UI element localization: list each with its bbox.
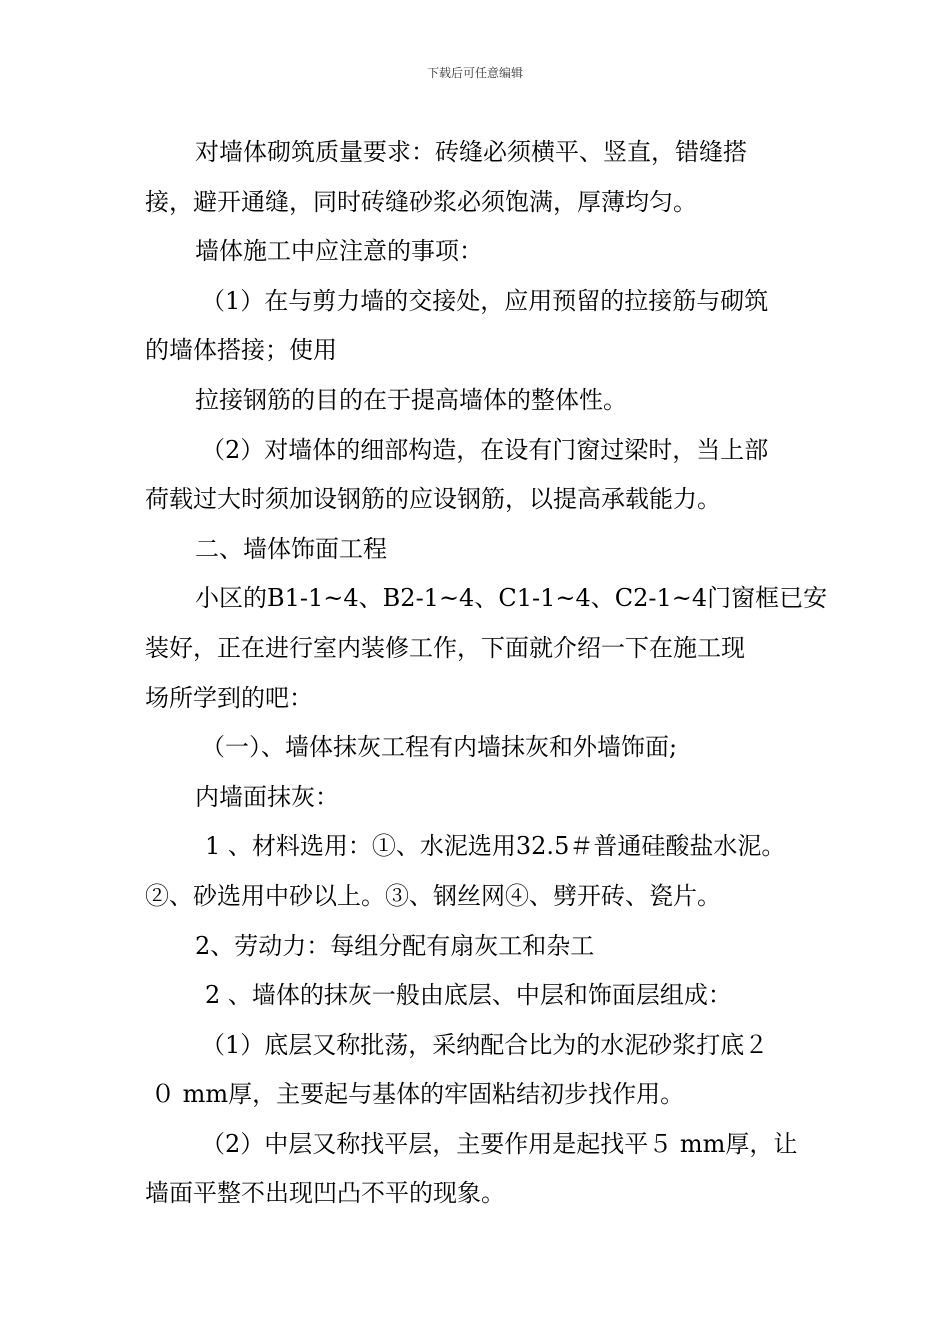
text-line: 拉接钢筋的目的在于提高墙体的整体性。	[195, 385, 627, 414]
text-line: （1）在与剪力墙的交接处，应用预留的拉接筋与砌筑	[201, 286, 769, 315]
text-line: （1）底层又称批荡，采纳配合比为的水泥砂浆打底２	[201, 1030, 769, 1059]
text-line: 荷载过大时须加设钢筋的应设钢筋，以提高承载能力。	[145, 485, 721, 514]
text-line: 2、劳动力：每组分配有扇灰工和杂工	[195, 931, 595, 960]
text-line: 装好，正在进行室内装修工作，下面就介绍一下在施工现	[145, 633, 745, 662]
text-line: 墙面平整不出现凹凸不平的现象。	[145, 1179, 505, 1208]
text-line: 小区的B1-1~4、B2-1~4、C1-1~4、C2-1~4门窗框已安	[195, 584, 828, 613]
text-line: 1 、材料选用：①、水泥选用32.5＃普通硅酸盐水泥。	[205, 832, 786, 861]
text-line: （2）对墙体的细部构造，在设有门窗过梁时，当上部	[201, 435, 769, 464]
text-line: ０ mm厚，主要起与基体的牢固粘结初步找作用。	[151, 1080, 685, 1109]
page-header: 下载后可任意编辑	[426, 66, 523, 80]
document-body	[145, 128, 828, 1219]
text-line: ②、砂选用中砂以上。③、钢丝网④、劈开砖、瓷片。	[145, 881, 721, 910]
text-line: （一）、墙体抹灰工程有内墙抹灰和外墙饰面;	[201, 733, 678, 762]
text-line: 接，避开通缝，同时砖缝砂浆必须饱满，厚薄均匀。	[145, 187, 697, 216]
text-line: 内墙面抹灰：	[195, 782, 339, 811]
text-line: 2 、墙体的抹灰一般由底层、中层和饰面层组成：	[205, 981, 732, 1010]
text-line: 的墙体搭接；使用	[145, 336, 337, 365]
section-heading: 二、墙体饰面工程	[195, 534, 387, 563]
text-line: 场所学到的吧：	[145, 683, 313, 712]
text-line: 墙体施工中应注意的事项：	[195, 237, 483, 266]
text-line: （2）中层又称找平层，主要作用是起找平５ mm厚，让	[201, 1129, 798, 1158]
text-line: 对墙体砌筑质量要求：砖缝必须横平、竖直，错缝搭	[195, 138, 747, 166]
